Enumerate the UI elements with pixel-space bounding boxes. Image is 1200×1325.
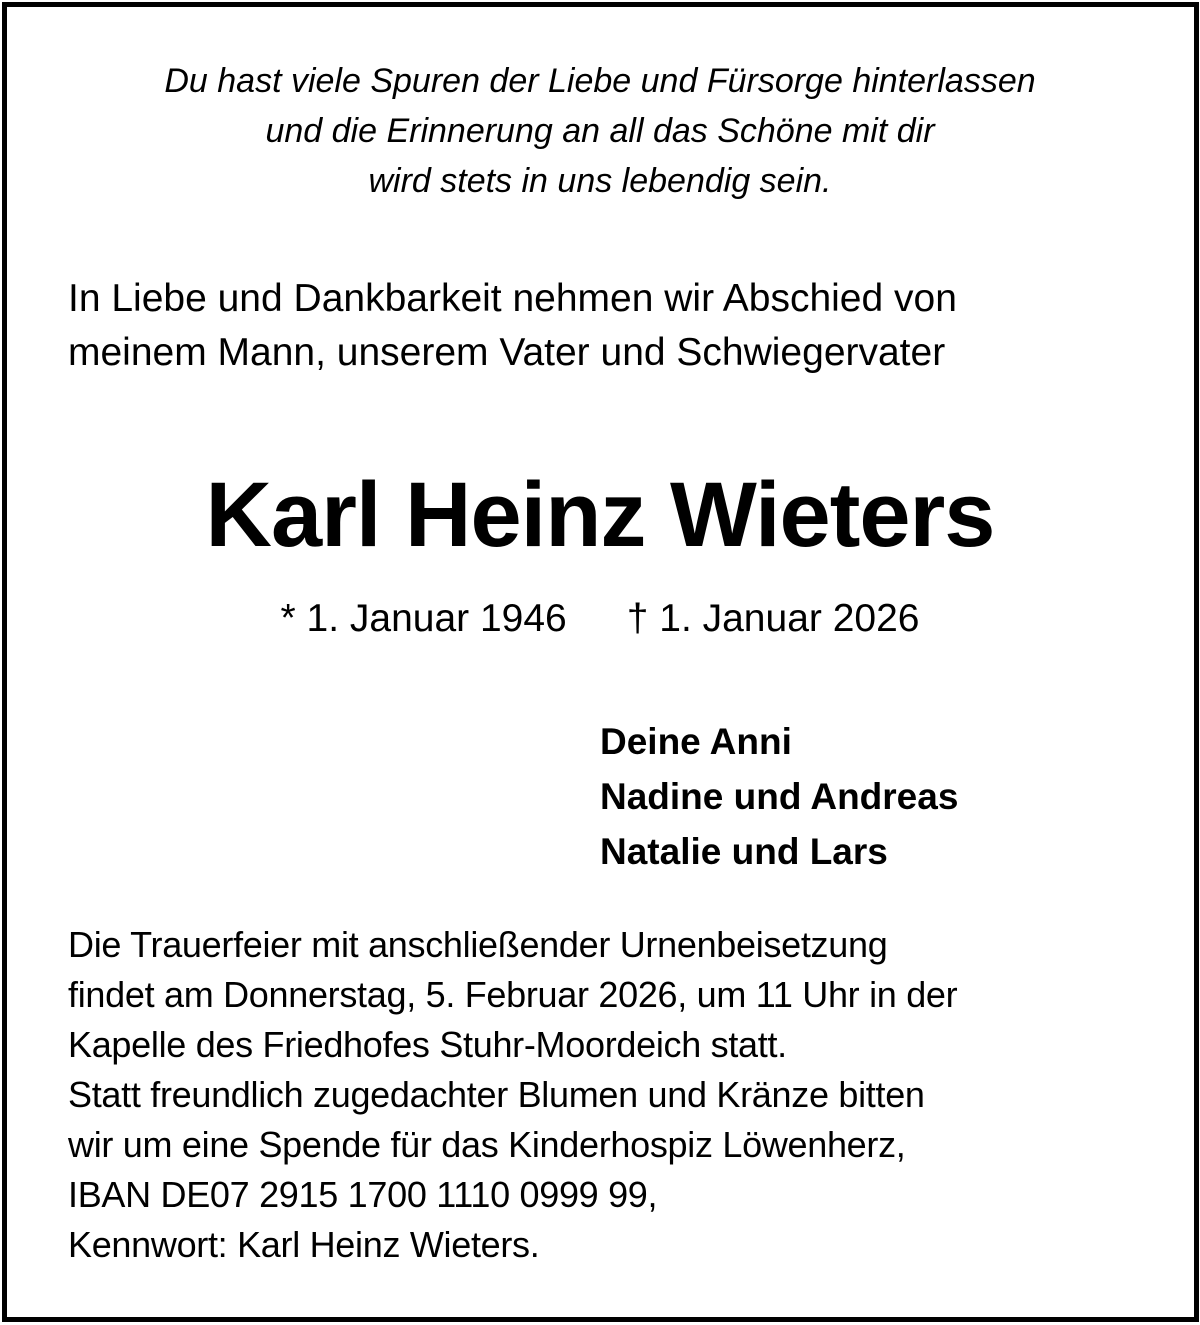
death-date: † 1. Januar 2026 xyxy=(626,597,920,640)
info-line: findet am Donnerstag, 5. Februar 2026, um 11 Uhr in der xyxy=(68,974,958,1015)
intro-line: meinem Mann, unserem Vater und Schwiegervater xyxy=(68,331,946,374)
motto-line: und die Erinnerung an all das Schöne mit dir xyxy=(265,112,935,150)
info-line: Statt freundlich zugedachter Blumen und Kränze bitten xyxy=(68,1074,925,1115)
mourner: Natalie und Lars xyxy=(600,831,888,872)
motto-line: Du hast viele Spuren der Liebe und Fürsorge hinterlassen xyxy=(164,62,1036,100)
info-line: Die Trauerfeier mit anschließender Urnenbeisetzung xyxy=(68,924,888,965)
birth-date: * 1. Januar 1946 xyxy=(280,597,567,640)
deceased-name: Karl Heinz Wieters xyxy=(205,464,995,566)
motto-verse xyxy=(0,56,1200,206)
info-line: Kapelle des Friedhofes Stuhr-Moordeich statt. xyxy=(68,1024,787,1065)
info-line: Kennwort: Karl Heinz Wieters. xyxy=(68,1224,540,1265)
info-line: IBAN DE07 2915 1700 1110 0999 99, xyxy=(68,1174,658,1215)
mourner: Nadine und Andreas xyxy=(600,776,959,817)
info-line: wir um eine Spende für das Kinderhospiz Löwenherz, xyxy=(68,1124,906,1165)
motto-line: wird stets in uns lebendig sein. xyxy=(368,162,832,200)
mourners-list xyxy=(600,714,958,879)
intro-line: In Liebe und Dankbarkeit nehmen wir Abschied von xyxy=(68,277,957,320)
life-dates xyxy=(0,594,1200,644)
funeral-info xyxy=(68,920,957,1270)
intro-text xyxy=(68,272,957,380)
mourner: Deine Anni xyxy=(600,721,792,762)
